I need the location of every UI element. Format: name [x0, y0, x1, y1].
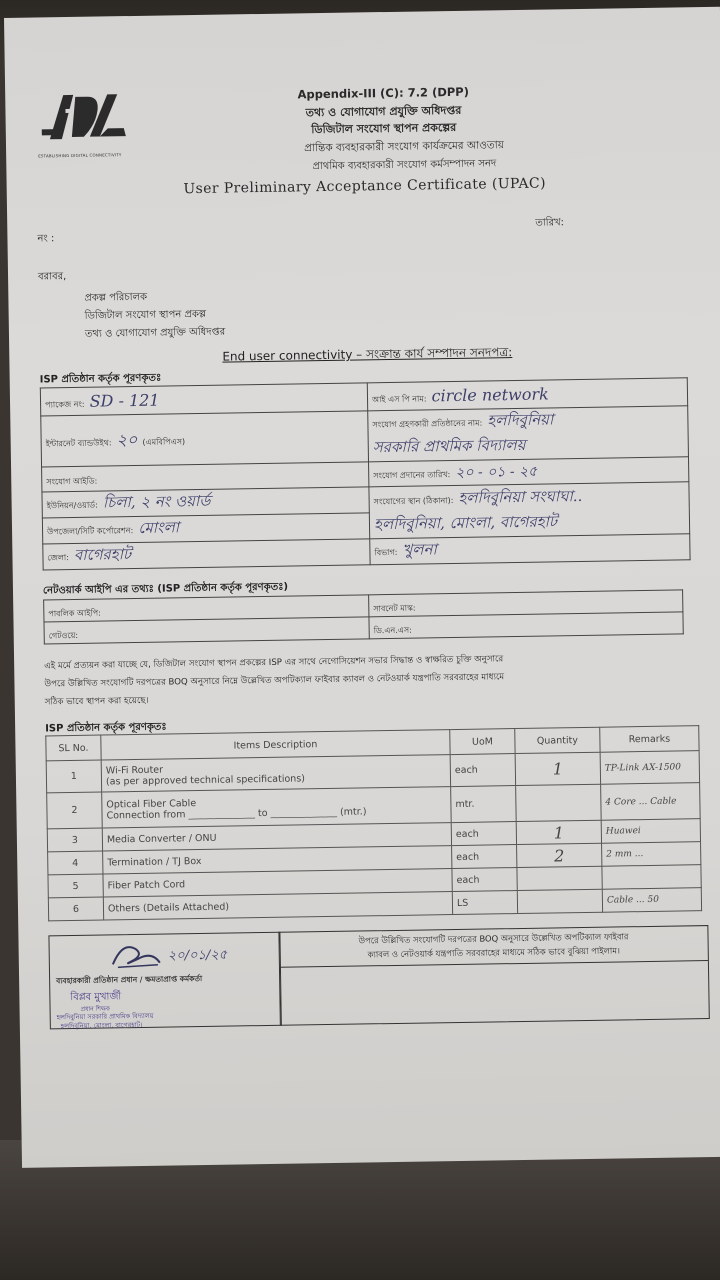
- division-value: খুলনা: [402, 540, 437, 559]
- district-value: বাগেরহাট: [73, 545, 132, 564]
- address-line-2: ডিজিটাল সংযোগ স্থাপন প্রকল্প: [84, 308, 207, 322]
- stamp-title: প্রধান শিক্ষক: [80, 1005, 111, 1013]
- uom-cell: each: [451, 822, 516, 846]
- user-signature-box: [48, 932, 281, 1030]
- sl-cell: 5: [48, 874, 103, 898]
- location-value-2: হলদিবুনিয়া, মোংলা, বাগেরহাট: [373, 511, 558, 533]
- qty-cell: 2: [517, 843, 602, 867]
- stamp-school: হলদিবুনিয়া সরকারি প্রাথমিক বিদ্যালয়: [56, 1011, 154, 1022]
- isp-name-label: আই এস পি নাম:: [371, 393, 427, 404]
- date-label: তারিখ:: [535, 217, 565, 229]
- desc-cell: Fiber Patch Cord: [103, 869, 452, 897]
- union-ward-value: চিলা, ২ নং ওয়ার্ড: [102, 491, 211, 512]
- remarks-cell: 4 Core ... Cable: [601, 783, 701, 821]
- header-line-2: ডিজিটাল সংযোগ স্থাপন প্রকল্পের: [311, 120, 457, 137]
- signature-scribble-icon: [107, 939, 167, 970]
- recipient-name-value-2: সরকারি প্রাথমিক বিদ্যালয়: [372, 435, 526, 457]
- connection-id-label: সংযোগ আইডি:: [46, 476, 98, 487]
- items-table: [45, 725, 702, 921]
- location-label: সংযোগের স্থান (ঠিকানা):: [373, 495, 454, 506]
- bandwidth-value: ২০: [116, 429, 138, 449]
- uom-cell: each: [452, 845, 517, 869]
- confirmation-line-1: উপরে উল্লিখিত সংযোগটি দরপত্রের BOQ অনুসারে উল্লেখিত অপটিক্যাল ফাইবার: [358, 931, 629, 946]
- col-quantity: Quantity: [515, 727, 600, 753]
- document-page: [4, 7, 720, 1168]
- remarks-cell: Huawei: [601, 819, 700, 844]
- desc-main: Optical Fiber Cable: [106, 797, 197, 810]
- qty-cell: 1: [515, 752, 600, 785]
- package-no-label: প্যাকেজ নং:: [45, 399, 85, 409]
- isp-name-value: circle network: [431, 383, 549, 405]
- package-no-value: SD - 121: [89, 390, 160, 411]
- col-items-description: Items Description: [101, 730, 450, 760]
- uom-cell: mtr.: [451, 786, 517, 823]
- declaration-text: [44, 647, 705, 711]
- desc-sub: Connection from ______________ to ______________ (mtr.): [106, 805, 367, 821]
- certificate-title: User Preliminary Acceptance Certificate (UPAC): [183, 175, 547, 198]
- uom-cell: each: [452, 868, 517, 892]
- no-label: নং :: [37, 233, 55, 245]
- network-table: [43, 589, 684, 644]
- address-line-1: প্রকল্প পরিচালক: [84, 291, 148, 304]
- stamp-address: হলদিবুনিয়া, মোংলা, বাগেরহাট।: [60, 1020, 143, 1031]
- location-value: হলদিবুনিয়া সংঘাঘা..: [458, 486, 583, 507]
- signature-date: ২০/০১/২৫: [167, 947, 228, 964]
- desc-cell: Others (Details Attached): [103, 892, 452, 920]
- district-label: জেলা:: [47, 553, 69, 563]
- bandwidth-unit: (এমবিপিএস): [142, 436, 186, 447]
- public-ip-label: পাবলিক আইপি:: [48, 608, 101, 618]
- recipient-name-label: সংযোগ গ্রহণকারী প্রতিষ্ঠানের নাম:: [372, 418, 483, 430]
- desc-to: to: [257, 807, 268, 819]
- division-label: বিভাগ:: [374, 547, 398, 558]
- uom-cell: LS: [452, 891, 517, 915]
- dns-label: ডি.এন.এস:: [373, 625, 412, 635]
- desc-from: Connection from: [106, 808, 186, 821]
- desc-sub: (as per approved technical specifications): [105, 772, 306, 787]
- desc-cell: Media Converter / ONU: [102, 823, 451, 851]
- sl-cell: 1: [46, 760, 101, 793]
- header-line-3: প্রান্তিক ব্যবহারকারী সংযোগ কার্যক্রমের আওতায়: [304, 139, 505, 155]
- desc-main: Wi-Fi Router: [105, 764, 164, 776]
- recipient-name-value: হলদিবুনিয়া: [487, 410, 554, 430]
- header-line-4: প্রাথমিক ব্যবহারকারী সংযোগ কর্মসম্পাদন সনদ: [312, 158, 497, 173]
- signatory-role: ব্যবহারকারী প্রতিষ্ঠান প্রধান / ক্ষমতাপ্রাপ্ত কর্মকর্তা: [56, 974, 203, 986]
- subnet-mask-label: সাবনেট মাস্ক:: [373, 603, 416, 613]
- upazila-label: উপজেলা/সিটি কর্পোরেশন:: [47, 526, 134, 537]
- subject-line: End user connectivity – সংক্রান্ত কার্য সম্পাদন সনদপত্র:: [222, 345, 513, 364]
- col-sl-no: SL No.: [46, 735, 101, 761]
- sl-cell: 3: [47, 828, 102, 852]
- network-section-title: নেটওয়ার্ক আইপি এর তথ্যঃ (ISP প্রতিষ্ঠান কর্তৃক পূরণকৃতঃ): [42, 581, 289, 597]
- upazila-value: মোংলা: [138, 518, 180, 537]
- qty-cell: [517, 889, 602, 913]
- address-to: বরাবর,: [37, 271, 67, 283]
- qty-cell: [517, 866, 602, 890]
- col-remarks: Remarks: [600, 726, 699, 753]
- qty-cell: [516, 784, 602, 821]
- declaration-line-3: সঠিক ভাবে স্থাপন করা হয়েছে।: [44, 695, 149, 708]
- address-line-3: তথ্য ও যোগাযোগ প্রযুক্তি অধিদপ্তর: [84, 326, 226, 340]
- declaration-line-2: উপরে উল্লিখিত সংযোগটি দরপত্রের BOQ অনুসারে নিম্নে উল্লেখিত অপটিক্যাল ফাইবার ক্যাবল ও নেটওয়ার্ক যন্ত্রপাতি সরবরাহের মাধ্যমে: [44, 672, 505, 690]
- col-uom: UoM: [450, 729, 515, 755]
- bandwidth-label: ইন্টারনেট ব্যান্ডউইথ:: [45, 437, 112, 448]
- stamp-name: বিপ্লব মুখার্জী: [70, 991, 122, 1004]
- desc-unit: (mtr.): [339, 805, 367, 818]
- appendix-label: Appendix-III (C): 7.2 (DPP): [297, 84, 470, 102]
- sl-cell: 6: [48, 897, 103, 921]
- qty-cell: 1: [516, 820, 601, 844]
- header-line-1: তথ্য ও যোগাযোগ প্রযুক্তি অধিদপ্তর: [305, 103, 462, 120]
- remarks-cell: 2 mm ...: [602, 842, 701, 867]
- confirmation-text-area: [279, 926, 707, 968]
- desc-cell: [102, 787, 452, 828]
- isp-section-1-title: ISP প্রতিষ্ঠান কর্তৃক পূরণকৃতঃ: [39, 372, 162, 386]
- confirmation-line-2: ক্যাবল ও নেটওয়ার্ক যন্ত্রপাতি সরবরাহের মাধ্যমে সঠিক ভাবে বুঝিয়া পাইলাম।: [367, 945, 621, 960]
- sl-cell: 4: [48, 851, 103, 875]
- connection-date-value: ২০ - ০১ - ২৫: [455, 463, 538, 481]
- declaration-line-1: এই মর্মে প্রত্যয়ন করা যাচ্ছে যে, ডিজিটাল সংযোগ স্থাপন প্রকল্পের ISP এর সাথে নেগোসিয়েশন সভার সিদ্ধান্ত ও স্বাক্ষরিত চুক্তি অনুসারে: [44, 654, 504, 672]
- isp-section-2-title: ISP প্রতিষ্ঠান কর্তৃক পূরণকৃতঃ: [45, 721, 167, 735]
- union-ward-label: ইউনিয়ন/ওয়ার্ড:: [46, 500, 98, 511]
- connection-date-label: সংযোগ প্রদানের তারিখ:: [373, 470, 451, 481]
- sl-cell: 2: [47, 792, 103, 829]
- remarks-cell: [602, 865, 701, 890]
- confirmation-box: [278, 925, 709, 1026]
- isp-info-table: [40, 377, 691, 570]
- gateway-label: গেটওয়ে:: [48, 630, 79, 640]
- remarks-cell: TP-Link AX-1500: [600, 751, 699, 785]
- uom-cell: each: [450, 754, 515, 787]
- desc-cell: Termination / TJ Box: [103, 846, 452, 874]
- logo-subtitle: ESTABLISHING DIGITAL CONNECTIVITY: [38, 152, 122, 159]
- remarks-cell: Cable ... 50: [602, 888, 701, 913]
